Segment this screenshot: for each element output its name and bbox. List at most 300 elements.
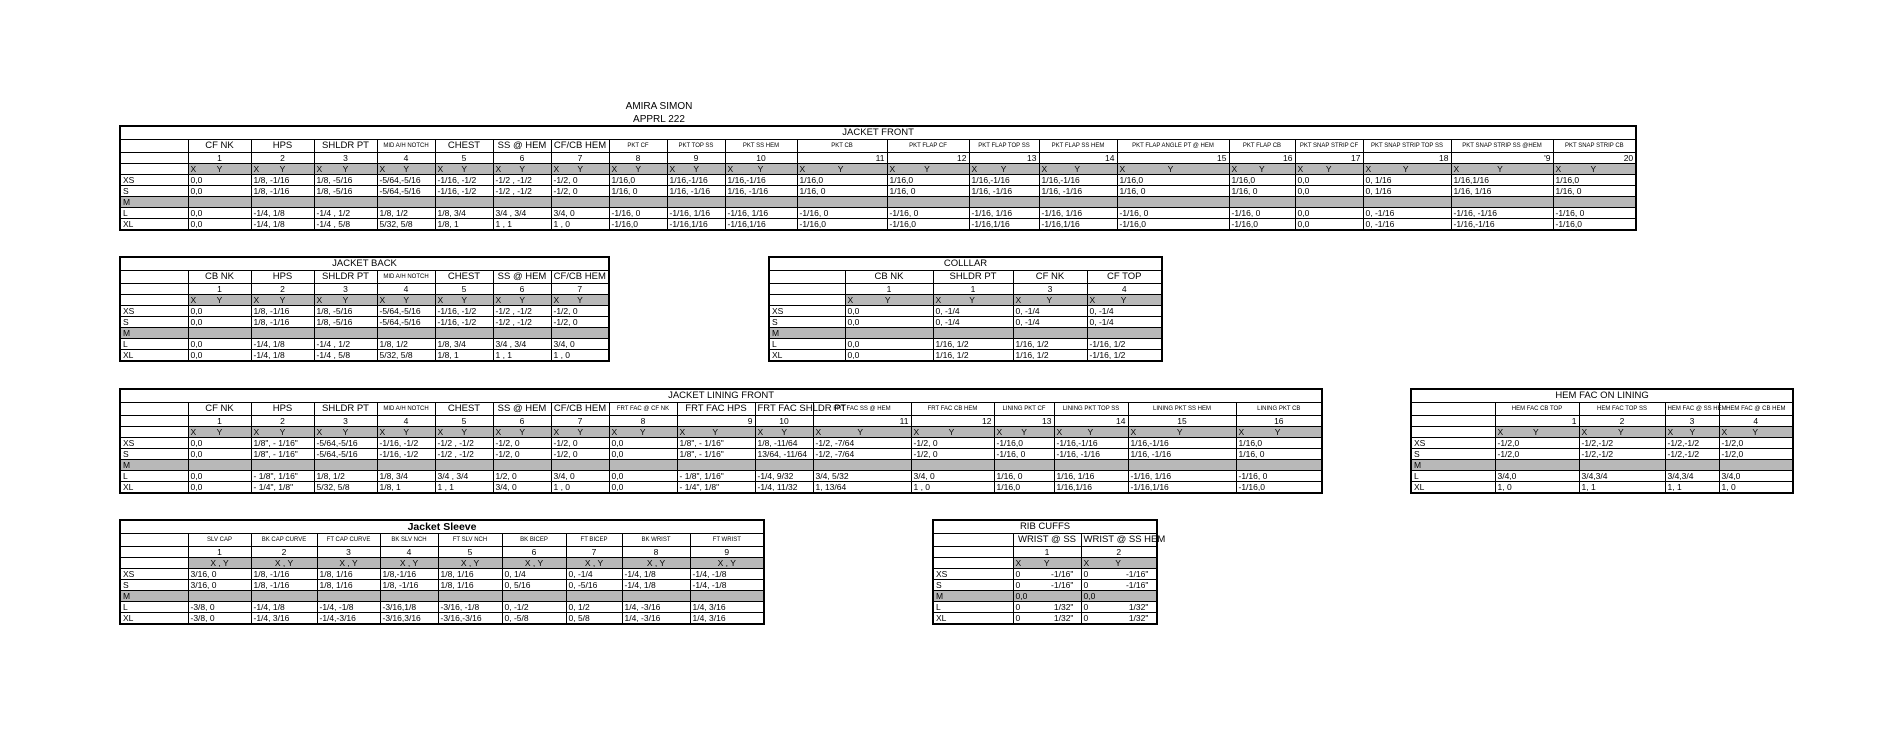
- front-xy-header: [1117, 164, 1229, 175]
- lining-size-row: [120, 460, 1322, 471]
- hem-grade-value: 1, 1: [1665, 482, 1719, 494]
- lining-table: [119, 388, 1323, 494]
- lining-point-number: 2: [251, 416, 314, 427]
- front-xy-header: [493, 164, 551, 175]
- lining-grade-value: [314, 460, 377, 471]
- lining-grade-value: -1/16, 0: [1236, 471, 1322, 482]
- front-grade-value: -1/16, 0: [1229, 208, 1295, 219]
- front-xy-header: [251, 164, 314, 175]
- lining-grade-value: 3/4, 5/32: [813, 471, 911, 482]
- lining-size-row: [120, 471, 1322, 482]
- front-grade-value: -1/16,1/16: [1039, 219, 1117, 231]
- back-column-header: CB NK: [188, 271, 251, 284]
- lining-grade-value: -1/2, 0: [551, 449, 609, 460]
- corner-cell: [120, 534, 188, 547]
- lining-xy-header: [994, 427, 1054, 438]
- front-grade-value: [1451, 197, 1553, 208]
- page-header: [600, 100, 718, 126]
- lining-grade-value: 1/16, 0: [994, 471, 1054, 482]
- x-label: X: [815, 427, 822, 437]
- front-grade-value: 1/8, 3/4: [435, 208, 493, 219]
- front-grade-value: -1/2, 0: [551, 175, 609, 186]
- lining-grade-value: 3/4, 0: [551, 471, 609, 482]
- sleeve-grade-value: -3/16, -1/8: [438, 602, 502, 613]
- sleeve-grade-value: [622, 591, 690, 602]
- lining-grade-value: -1/16, -1/16: [1054, 449, 1128, 460]
- front-point-number: '9: [1451, 153, 1553, 164]
- lining-column-header: MID A/H NOTCH: [377, 403, 435, 416]
- front-xy-header: [314, 164, 377, 175]
- lining-grade-value: -1/2, 0: [493, 438, 551, 449]
- rib-size-row: [933, 613, 1157, 625]
- front-xy-header: [551, 164, 609, 175]
- front-xy-header: [797, 164, 887, 175]
- sleeve-xy-header: X , Y: [622, 558, 690, 569]
- front-grade-value: [1039, 197, 1117, 208]
- corner-cell: [120, 558, 188, 569]
- x-label: X: [495, 164, 502, 174]
- sleeve-point-number: 8: [622, 547, 690, 558]
- front-grade-value: 1/16, 0: [887, 186, 969, 197]
- collar-grade-value: [845, 328, 933, 339]
- lining-point-number: 8: [609, 416, 677, 427]
- hem-grade-value: 1, 0: [1495, 482, 1579, 494]
- collar-grade-value: 0, -1/4: [1013, 317, 1087, 328]
- size-label: L: [1411, 471, 1495, 482]
- x-label: X: [495, 295, 502, 305]
- lining-point-number: 12: [911, 416, 994, 427]
- front-grade-value: 1/16,-1/16: [1039, 175, 1117, 186]
- collar-grade-value: -1/16, 1/2: [1087, 350, 1162, 362]
- front-grade-value: -1/16, 0: [887, 208, 969, 219]
- x-label: X: [379, 295, 386, 305]
- y-label: Y: [1120, 295, 1127, 305]
- lining-grade-value: 0,0: [609, 449, 677, 460]
- hem-grade-value: 1, 0: [1719, 482, 1793, 494]
- lining-xy-header: [493, 427, 551, 438]
- front-grade-value: 0,0: [188, 208, 251, 219]
- rib-grade-value: [1081, 613, 1157, 625]
- size-label: S: [120, 580, 188, 591]
- front-grade-value: -1/2, 0: [551, 186, 609, 197]
- collar-point-number: 4: [1087, 284, 1162, 295]
- back-grade-value: 5/32, 5/8: [377, 350, 435, 362]
- corner-cell: [120, 547, 188, 558]
- size-label: XS: [769, 306, 845, 317]
- sleeve-column-header: FT SLV NCH: [438, 534, 502, 547]
- front-grade-value: 5/32, 5/8: [377, 219, 435, 231]
- front-grade-value: -1/16,0: [887, 219, 969, 231]
- back-grade-value: 1/8, -5/16: [314, 317, 377, 328]
- lining-grade-value: 3/4 , 3/4: [435, 471, 493, 482]
- hem-grade-value: 3/4,0: [1719, 471, 1793, 482]
- back-size-row: [120, 350, 609, 362]
- size-label: M: [120, 460, 188, 471]
- collar-grade-value: 1/16, 1/2: [1013, 339, 1087, 350]
- x-label: X: [1089, 295, 1096, 305]
- x-label: X: [437, 427, 444, 437]
- back-point-number: 1: [188, 284, 251, 295]
- sleeve-grade-value: 1/8, 1/16: [317, 580, 380, 591]
- front-xy-header: [887, 164, 969, 175]
- y-label: Y: [403, 164, 410, 174]
- front-grade-value: 1 , 0: [551, 219, 609, 231]
- sleeve-column-header: BK BICEP: [502, 534, 566, 547]
- front-point-number: 11: [797, 153, 887, 164]
- x-label: X: [1056, 427, 1063, 437]
- lining-grade-value: 5/32, 5/8: [314, 482, 377, 494]
- sleeve-xy-header: X , Y: [566, 558, 622, 569]
- lining-grade-value: 0,0: [188, 438, 251, 449]
- x-value: 0: [1015, 613, 1021, 623]
- hem-grade-value: -1/2,0: [1719, 438, 1793, 449]
- collar-grade-value: -1/16, 1/2: [1087, 339, 1162, 350]
- lining-grade-value: 1/2, 0: [493, 471, 551, 482]
- lining-xy-header: [1128, 427, 1236, 438]
- lining-point-number: 5: [435, 416, 493, 427]
- y-label: Y: [1752, 427, 1759, 437]
- y-label: Y: [1533, 427, 1539, 437]
- lining-column-header: FRT FAC @ CF NK: [609, 403, 677, 416]
- lining-column-header: CHEST: [435, 403, 493, 416]
- x-label: X: [253, 164, 260, 174]
- collar-column-header: CB NK: [845, 271, 933, 284]
- lining-column-header: FRT FAC SS @ HEM: [813, 403, 911, 416]
- front-column-header: HPS: [251, 140, 314, 153]
- front-point-number: 1: [188, 153, 251, 164]
- lining-grade-value: [377, 460, 435, 471]
- back-grade-value: [377, 328, 435, 339]
- jacket-front-grade-table: [119, 125, 1637, 231]
- lining-grade-value: -1/16, -1/2: [377, 438, 435, 449]
- front-grade-value: 1/16, -1/16: [1039, 186, 1117, 197]
- corner-cell: [120, 140, 188, 153]
- y-label: Y: [519, 427, 526, 437]
- lining-grade-value: - 1/4", 1/8": [251, 482, 314, 494]
- back-title: JACKET BACK: [120, 257, 609, 271]
- collar-grade-value: 0,0: [845, 339, 933, 350]
- front-xy-header: [188, 164, 251, 175]
- back-xy-header: [493, 295, 551, 306]
- front-grade-value: -1/16,0: [1553, 219, 1636, 231]
- x-value: 0: [1015, 580, 1021, 590]
- corner-cell: [1411, 427, 1495, 438]
- collar-grade-value: 0, -1/4: [933, 317, 1013, 328]
- lining-xy-header: [314, 427, 377, 438]
- front-grade-value: -1/16,1/16: [725, 219, 797, 231]
- collar-xy-header: [1087, 295, 1162, 306]
- back-size-row: [120, 317, 609, 328]
- front-grade-value: -1/16, -1/2: [435, 186, 493, 197]
- front-grade-value: 1/16,0: [797, 175, 887, 186]
- sleeve-grade-value: 0, -1/2: [502, 602, 566, 613]
- front-grade-value: -1/16,0: [609, 219, 667, 231]
- jacket-sleeve-grade-table: [119, 519, 765, 625]
- x-label: X: [1453, 164, 1460, 174]
- y-label: Y: [342, 164, 349, 174]
- collar-size-row: [769, 339, 1162, 350]
- front-grade-value: -1/16, 0: [797, 208, 887, 219]
- rib-grade-value: [1081, 569, 1157, 580]
- back-grade-value: -1/2 , -1/2: [493, 306, 551, 317]
- front-grade-value: -1/16,1/16: [667, 219, 725, 231]
- x-value: 0: [1083, 569, 1089, 579]
- lining-grade-value: [609, 460, 677, 471]
- y-label: Y: [712, 427, 719, 437]
- y-label: Y: [577, 427, 584, 437]
- front-grade-value: [609, 197, 667, 208]
- hem-grade-value: -1/2,0: [1495, 438, 1579, 449]
- back-grade-value: 1/8, 3/4: [435, 339, 493, 350]
- sleeve-grade-value: [690, 591, 764, 602]
- collar-grade-value: [1013, 328, 1087, 339]
- sleeve-grade-value: 0, 1/2: [566, 602, 622, 613]
- back-point-number: 5: [435, 284, 493, 295]
- back-grade-value: 0,0: [188, 317, 251, 328]
- front-column-header: PKT SNAP STRIP CB: [1553, 140, 1636, 153]
- lining-xy-header: [188, 427, 251, 438]
- front-grade-value: [667, 197, 725, 208]
- lining-grade-value: -1/2, 0: [911, 449, 994, 460]
- front-grade-value: -1/16, 1/16: [969, 208, 1039, 219]
- lining-grade-value: 1/8", - 1/16": [677, 438, 755, 449]
- front-title: JACKET FRONT: [120, 126, 1636, 140]
- lining-grade-value: [435, 460, 493, 471]
- lining-xy-header: [251, 427, 314, 438]
- front-column-header: PKT CB: [797, 140, 887, 153]
- sleeve-grade-value: 3/16, 0: [188, 569, 251, 580]
- sleeve-grade-value: [188, 591, 251, 602]
- hem-column-header: HEM FAC CB TOP: [1495, 403, 1579, 416]
- corner-cell: [769, 271, 845, 284]
- collar-table: [768, 256, 1163, 362]
- front-grade-value: [435, 197, 493, 208]
- front-column-header: PKT FLAP CB: [1229, 140, 1295, 153]
- x-label: X: [1083, 558, 1090, 568]
- front-grade-value: [969, 197, 1039, 208]
- corner-cell: [1411, 416, 1495, 427]
- front-grade-value: 1 , 1: [493, 219, 551, 231]
- x-label: X: [1015, 295, 1022, 305]
- front-grade-value: -1/16, 1/16: [1039, 208, 1117, 219]
- y-label: Y: [403, 295, 410, 305]
- lining-grade-value: -1/2 , -1/2: [435, 438, 493, 449]
- back-grade-value: 0,0: [188, 350, 251, 362]
- collar-column-header: CF TOP: [1087, 271, 1162, 284]
- y-label: Y: [216, 295, 223, 305]
- front-point-number: 4: [377, 153, 435, 164]
- x-label: X: [669, 164, 676, 174]
- lining-xy-header: [1054, 427, 1128, 438]
- lining-grade-value: 3/4, 0: [493, 482, 551, 494]
- lining-grade-value: -1/16,1/16: [1128, 482, 1236, 494]
- back-point-number: 4: [377, 284, 435, 295]
- size-label: M: [933, 591, 1013, 602]
- back-grade-value: -5/64,-5/16: [377, 306, 435, 317]
- back-grade-value: -1/2, 0: [551, 317, 609, 328]
- y-label: Y: [969, 295, 975, 305]
- size-label: M: [120, 591, 188, 602]
- y-value: 1/32": [1128, 602, 1149, 612]
- hem-table: [1410, 388, 1794, 494]
- front-grade-value: 0,0: [1295, 219, 1363, 231]
- hem-size-row: [1411, 460, 1793, 471]
- size-label: XS: [120, 306, 188, 317]
- back-grade-value: 1/8, -5/16: [314, 306, 377, 317]
- collar-point-number: 1: [933, 284, 1013, 295]
- x-label: X: [799, 164, 806, 174]
- rib-grade-value: [1013, 569, 1081, 580]
- x-label: X: [1555, 164, 1562, 174]
- lining-grade-value: -1/2 , -1/2: [435, 449, 493, 460]
- front-xy-header: [1039, 164, 1117, 175]
- sleeve-point-number: 4: [380, 547, 438, 558]
- rib-point-number: 2: [1081, 547, 1157, 558]
- sleeve-grade-value: [566, 591, 622, 602]
- front-column-header: PKT SNAP STRIP TOP SS: [1363, 140, 1451, 153]
- jacket-lining-front-grade-table: [119, 388, 1323, 494]
- lining-grade-value: 1/8, 1/2: [314, 471, 377, 482]
- y-label: Y: [1325, 164, 1332, 174]
- rib-size-row: [933, 580, 1157, 591]
- lining-xy-header: [377, 427, 435, 438]
- sleeve-point-number: 2: [251, 547, 317, 558]
- front-xy-header: [969, 164, 1039, 175]
- collar-grade-table: [768, 256, 1163, 362]
- lining-grade-value: -1/16,0: [1236, 482, 1322, 494]
- lining-grade-value: -1/4, 11/32: [755, 482, 813, 494]
- collar-size-row: [769, 306, 1162, 317]
- lining-point-number: 9: [677, 416, 755, 427]
- y-label: Y: [519, 164, 526, 174]
- x-value: 0: [1083, 613, 1089, 623]
- size-label: XL: [769, 350, 845, 362]
- front-column-header: MID A/H NOTCH: [377, 140, 435, 153]
- y-label: Y: [216, 427, 223, 437]
- front-grade-value: -1/4, 1/8: [251, 219, 314, 231]
- sleeve-grade-value: 1/4, 3/16: [690, 613, 764, 625]
- x-label: X: [316, 164, 323, 174]
- x-value: 0: [1015, 602, 1021, 612]
- back-column-header: SHLDR PT: [314, 271, 377, 284]
- rib-grade-value: [1081, 580, 1157, 591]
- lining-grade-value: - 1/8", 1/16": [677, 471, 755, 482]
- sleeve-xy-header: X , Y: [188, 558, 251, 569]
- corner-cell: [120, 403, 188, 416]
- front-grade-value: 0,0: [1295, 175, 1363, 186]
- lining-grade-value: [677, 460, 755, 471]
- sleeve-grade-value: -3/16,3/16: [380, 613, 438, 625]
- y-label: Y: [279, 295, 286, 305]
- front-grade-value: [377, 197, 435, 208]
- front-column-header: CF/CB HEM: [551, 140, 609, 153]
- front-point-number: 3: [314, 153, 377, 164]
- hem-column-header: HEM FAC TOP SS: [1579, 403, 1665, 416]
- sleeve-column-header: SLV CAP: [188, 534, 251, 547]
- front-grade-value: 0, 1/16: [1363, 186, 1451, 197]
- y-label: Y: [1176, 427, 1183, 437]
- sleeve-column-header: FT WRIST: [690, 534, 764, 547]
- lining-column-header: FRT FAC CB HEM: [911, 403, 994, 416]
- y-label: Y: [1115, 558, 1121, 568]
- front-grade-value: 1/16,1/16: [1451, 175, 1553, 186]
- rib-grade-value: [1013, 602, 1081, 613]
- x-label: X: [316, 295, 323, 305]
- y-label: Y: [577, 295, 583, 305]
- back-grade-value: -1/4, 1/8: [251, 339, 314, 350]
- rib-grade-value: [1013, 580, 1081, 591]
- lining-grade-value: 1/16,0: [1236, 438, 1322, 449]
- front-grade-value: 1/16,0: [887, 175, 969, 186]
- back-point-number: 3: [314, 284, 377, 295]
- size-label: XL: [120, 219, 188, 231]
- hem-grade-value: 3/4,0: [1495, 471, 1579, 482]
- back-grade-value: -1/16, -1/2: [435, 317, 493, 328]
- lining-grade-value: [1236, 460, 1322, 471]
- x-label: X: [847, 295, 854, 305]
- collar-column-header: CF NK: [1013, 271, 1087, 284]
- size-label: L: [120, 208, 188, 219]
- y-label: Y: [924, 164, 930, 174]
- lining-point-number: 11: [813, 416, 911, 427]
- x-value: 0,0: [1015, 591, 1028, 601]
- front-point-number: 10: [725, 153, 797, 164]
- x-label: X: [1015, 558, 1022, 568]
- lining-grade-value: 0,0: [188, 482, 251, 494]
- sleeve-grade-value: 1/4, 3/16: [690, 602, 764, 613]
- sleeve-grade-value: 1/4, -3/16: [622, 613, 690, 625]
- front-column-header: PKT SNAP STRIP CF: [1295, 140, 1363, 153]
- sleeve-title: Jacket Sleeve: [120, 520, 764, 534]
- rib-xy-header: [1081, 558, 1157, 569]
- lining-grade-value: [813, 460, 911, 471]
- sleeve-grade-value: -3/16,1/8: [380, 602, 438, 613]
- lining-size-row: [120, 482, 1322, 494]
- sleeve-grade-value: -3/8, 0: [188, 602, 251, 613]
- lining-grade-value: [911, 460, 994, 471]
- back-xy-header: [435, 295, 493, 306]
- size-label: S: [1411, 449, 1495, 460]
- jacket-back-grade-table: [119, 256, 610, 362]
- size-label: L: [120, 339, 188, 350]
- back-xy-header: [188, 295, 251, 306]
- hem-grade-value: -1/2,-1/2: [1579, 449, 1665, 460]
- front-grade-value: 1/16,0: [1229, 175, 1295, 186]
- front-point-number: 12: [887, 153, 969, 164]
- y-label: Y: [216, 164, 223, 174]
- sleeve-point-number: 9: [690, 547, 764, 558]
- back-grade-value: 0,0: [188, 306, 251, 317]
- size-label: L: [933, 602, 1013, 613]
- front-grade-value: -1/16,0: [1117, 219, 1229, 231]
- y-value: 1/32": [1128, 613, 1149, 623]
- rib-size-row: [933, 602, 1157, 613]
- lining-point-number: 10: [755, 416, 813, 427]
- sleeve-grade-value: -1/4, -1/8: [690, 580, 764, 591]
- sleeve-grade-value: -1/4, 1/8: [622, 580, 690, 591]
- front-grade-value: [314, 197, 377, 208]
- lining-xy-header: [609, 427, 677, 438]
- back-grade-value: -1/2, 0: [551, 306, 609, 317]
- collar-grade-value: 0,0: [845, 317, 933, 328]
- back-grade-value: 3/4, 0: [551, 339, 609, 350]
- front-grade-value: -5/64,-5/16: [377, 186, 435, 197]
- back-grade-value: [493, 328, 551, 339]
- size-label: M: [120, 197, 188, 208]
- front-grade-value: 1/8, -5/16: [314, 186, 377, 197]
- y-label: Y: [1497, 164, 1503, 174]
- back-point-number: 6: [493, 284, 551, 295]
